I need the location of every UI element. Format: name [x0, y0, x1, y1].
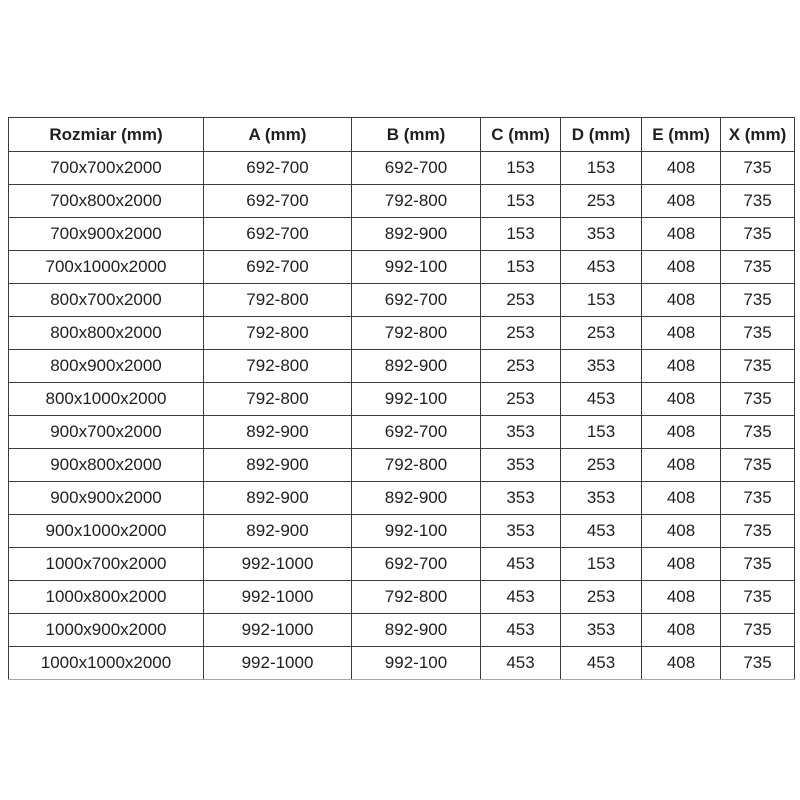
table-cell: 408 [642, 185, 721, 218]
table-cell: 792-800 [204, 383, 352, 416]
table-cell: 700x700x2000 [9, 152, 204, 185]
table-cell: 700x1000x2000 [9, 251, 204, 284]
table-cell: 700x900x2000 [9, 218, 204, 251]
table-cell: 792-800 [352, 317, 481, 350]
column-header-a: A (mm) [204, 118, 352, 152]
table-cell: 153 [561, 548, 642, 581]
table-cell: 253 [561, 317, 642, 350]
table-cell: 408 [642, 251, 721, 284]
table-cell: 253 [481, 317, 561, 350]
table-cell: 453 [481, 548, 561, 581]
table-cell: 408 [642, 482, 721, 515]
table-cell: 1000x700x2000 [9, 548, 204, 581]
table-row [9, 581, 795, 614]
table-cell: 735 [721, 482, 795, 515]
table-row [9, 350, 795, 383]
table-cell: 353 [481, 449, 561, 482]
table-cell: 692-700 [352, 284, 481, 317]
table-cell: 153 [481, 251, 561, 284]
table-cell: 453 [561, 515, 642, 548]
table-cell: 1000x900x2000 [9, 614, 204, 647]
table-cell: 735 [721, 647, 795, 680]
table-cell: 792-800 [204, 350, 352, 383]
table-cell: 792-800 [204, 317, 352, 350]
column-header-d: D (mm) [561, 118, 642, 152]
table-cell: 800x800x2000 [9, 317, 204, 350]
table-cell: 408 [642, 350, 721, 383]
table-cell: 253 [481, 284, 561, 317]
table-cell: 900x900x2000 [9, 482, 204, 515]
table-cell: 700x800x2000 [9, 185, 204, 218]
table-cell: 353 [561, 614, 642, 647]
table-cell: 735 [721, 416, 795, 449]
column-header-rozmiar: Rozmiar (mm) [9, 118, 204, 152]
table-cell: 408 [642, 416, 721, 449]
table-row [9, 152, 795, 185]
table-cell: 692-700 [204, 185, 352, 218]
table-cell: 735 [721, 284, 795, 317]
table-cell: 453 [561, 383, 642, 416]
table-cell: 992-1000 [204, 647, 352, 680]
table-body [9, 152, 795, 680]
table-cell: 353 [481, 515, 561, 548]
column-header-b: B (mm) [352, 118, 481, 152]
table-cell: 992-100 [352, 647, 481, 680]
table-cell: 253 [561, 581, 642, 614]
table-row [9, 383, 795, 416]
table-row [9, 548, 795, 581]
table-cell: 900x800x2000 [9, 449, 204, 482]
table-cell: 735 [721, 449, 795, 482]
table-cell: 892-900 [352, 614, 481, 647]
table-cell: 153 [561, 284, 642, 317]
table-cell: 792-800 [352, 449, 481, 482]
table-row [9, 614, 795, 647]
table-cell: 892-900 [352, 350, 481, 383]
table-cell: 992-1000 [204, 548, 352, 581]
table-cell: 735 [721, 185, 795, 218]
table-cell: 453 [561, 251, 642, 284]
table-cell: 692-700 [352, 548, 481, 581]
table-cell: 153 [561, 416, 642, 449]
table-cell: 408 [642, 614, 721, 647]
table-row [9, 185, 795, 218]
table-cell: 692-700 [352, 416, 481, 449]
table-row [9, 251, 795, 284]
table-cell: 992-100 [352, 251, 481, 284]
table-cell: 992-100 [352, 383, 481, 416]
table-cell: 408 [642, 284, 721, 317]
table-cell: 253 [561, 449, 642, 482]
table-cell: 408 [642, 581, 721, 614]
table-cell: 253 [561, 185, 642, 218]
table-cell: 892-900 [204, 416, 352, 449]
table-cell: 408 [642, 548, 721, 581]
table-cell: 408 [642, 152, 721, 185]
table-cell: 900x700x2000 [9, 416, 204, 449]
table-cell: 735 [721, 152, 795, 185]
table-cell: 735 [721, 350, 795, 383]
table-cell: 408 [642, 647, 721, 680]
table-cell: 1000x800x2000 [9, 581, 204, 614]
table-cell: 408 [642, 449, 721, 482]
size-table [8, 117, 795, 680]
table-cell: 408 [642, 383, 721, 416]
table-cell: 353 [561, 350, 642, 383]
table-cell: 992-1000 [204, 581, 352, 614]
table-row [9, 218, 795, 251]
table-cell: 453 [561, 647, 642, 680]
table-cell: 735 [721, 614, 795, 647]
table-cell: 253 [481, 383, 561, 416]
table-row [9, 515, 795, 548]
table-cell: 800x700x2000 [9, 284, 204, 317]
table-row [9, 284, 795, 317]
table-cell: 1000x1000x2000 [9, 647, 204, 680]
table-cell: 353 [481, 416, 561, 449]
column-header-e: E (mm) [642, 118, 721, 152]
table-cell: 692-700 [204, 152, 352, 185]
column-header-c: C (mm) [481, 118, 561, 152]
table-cell: 735 [721, 317, 795, 350]
table-cell: 792-800 [352, 581, 481, 614]
table-cell: 900x1000x2000 [9, 515, 204, 548]
table-cell: 735 [721, 581, 795, 614]
table-cell: 735 [721, 515, 795, 548]
header-row [9, 118, 795, 152]
table-cell: 408 [642, 218, 721, 251]
table-cell: 735 [721, 251, 795, 284]
table-cell: 153 [481, 152, 561, 185]
table-cell: 353 [561, 482, 642, 515]
table-row [9, 449, 795, 482]
table-cell: 800x900x2000 [9, 350, 204, 383]
column-header-x: X (mm) [721, 118, 795, 152]
table-cell: 735 [721, 548, 795, 581]
table-cell: 892-900 [204, 482, 352, 515]
table-cell: 800x1000x2000 [9, 383, 204, 416]
table-cell: 792-800 [352, 185, 481, 218]
table-row [9, 482, 795, 515]
table-cell: 735 [721, 218, 795, 251]
table-cell: 892-900 [204, 449, 352, 482]
table-cell: 692-700 [352, 152, 481, 185]
table-cell: 892-900 [352, 218, 481, 251]
table-cell: 353 [481, 482, 561, 515]
table-cell: 735 [721, 383, 795, 416]
table-cell: 353 [561, 218, 642, 251]
table-cell: 992-1000 [204, 614, 352, 647]
table-cell: 153 [481, 185, 561, 218]
table-cell: 692-700 [204, 218, 352, 251]
table-row [9, 647, 795, 680]
table-cell: 253 [481, 350, 561, 383]
table-row [9, 416, 795, 449]
table-cell: 153 [561, 152, 642, 185]
table-cell: 692-700 [204, 251, 352, 284]
table-cell: 892-900 [352, 482, 481, 515]
table-cell: 453 [481, 581, 561, 614]
table-cell: 453 [481, 647, 561, 680]
table-cell: 453 [481, 614, 561, 647]
table-cell: 408 [642, 317, 721, 350]
table-cell: 153 [481, 218, 561, 251]
table-cell: 792-800 [204, 284, 352, 317]
table-cell: 992-100 [352, 515, 481, 548]
table-cell: 892-900 [204, 515, 352, 548]
table-cell: 408 [642, 515, 721, 548]
table-row [9, 317, 795, 350]
size-table-container [8, 117, 795, 680]
